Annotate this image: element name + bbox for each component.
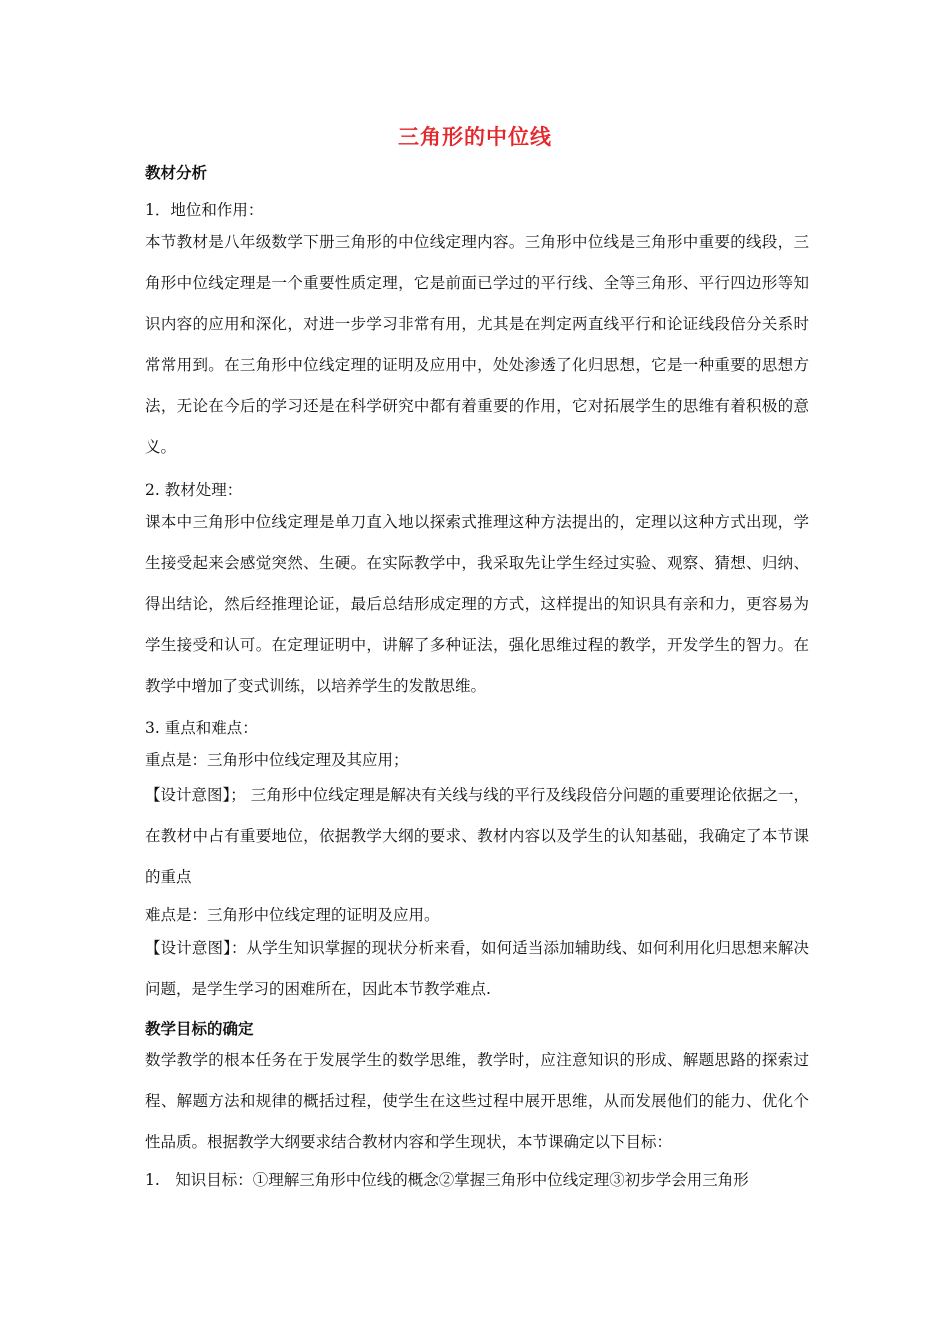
design-intent-paragraph-2: 【设计意图】：从学生知识掌握的现状分析来看，如何适当添加辅助线、如何利用化归思想来解决问题，是学生学习的困难所在，因此本节教学难点. — [145, 939, 809, 998]
document-title: 三角形的中位线 — [398, 124, 552, 149]
goal-item-1: 1. 知识目标：①理解三角形中位线的概念②掌握三角形中位线定理③初步学会用三角形 — [145, 1171, 749, 1189]
paragraph-material-handling: 课本中三角形中位线定理是单刀直入地以探索式推理这种方法提出的，定理以这种方式出现，学生接受起来会感觉突然、生硬。在实际教学中，我采取先让学生经过实验、观察、猜想、归纳、得出结论，然后经推理论证，最后总结形成定理的方式，这样提出的知识具有亲和力，更容易为学生接受和认可。在定理证明中，讲解了多种证法，强化思维过程的教学，开发学生的智力。在教学中增加了变式训练，以培养学生的发散思维。 — [145, 513, 809, 695]
section-heading-teaching-goals: 教学目标的确定 — [145, 1019, 254, 1038]
difficulty-text: 难点是：三角形中位线定理的证明及应用。 — [145, 906, 440, 924]
key-point-text: 重点是：三角形中位线定理及其应用； — [145, 751, 409, 769]
paragraph-teaching-goals: 数学教学的根本任务在于发展学生的数学思维，教学时，应注意知识的形成、解题思路的探索过程、解题方法和规律的概括过程，使学生在这些过程中展开思维，从而发展他们的能力、优化个性品质。根据教学大纲要求结合教材内容和学生现状，本节课确定以下目标： — [145, 1051, 809, 1151]
subheading-position-role: 1．地位和作用： — [145, 201, 264, 219]
design-intent-paragraph-1: 【设计意图】； 三角形中位线定理是解决有关线与线的平行及线段倍分问题的重要理论依据之一，在教材中占有重要地位，依据教学大纲的要求、教材内容以及学生的认知基础，我确定了本节课的重点 — [145, 786, 809, 886]
section-heading-material-analysis: 教材分析 — [145, 163, 208, 182]
subheading-material-handling: 2. 教材处理： — [145, 481, 243, 499]
subheading-key-difficult: 3. 重点和难点： — [145, 719, 258, 737]
paragraph-position-role: 本节教材是八年级数学下册三角形的中位线定理内容。三角形中位线是三角形中重要的线段，三角形中位线定理是一个重要性质定理，它是前面已学过的平行线、全等三角形、平行四边形等知识内容的应用和深化，对进一步学习非常有用，尤其是在判定两直线平行和论证线段倍分关系时常常用到。在三角形中位线定理的证明及应用中，处处渗透了化归思想，它是一种重要的思想方法，无论在今后的学习还是在科学研究中都有着重要的作用，它对拓展学生的思维有着积极的意义。 — [145, 233, 809, 456]
